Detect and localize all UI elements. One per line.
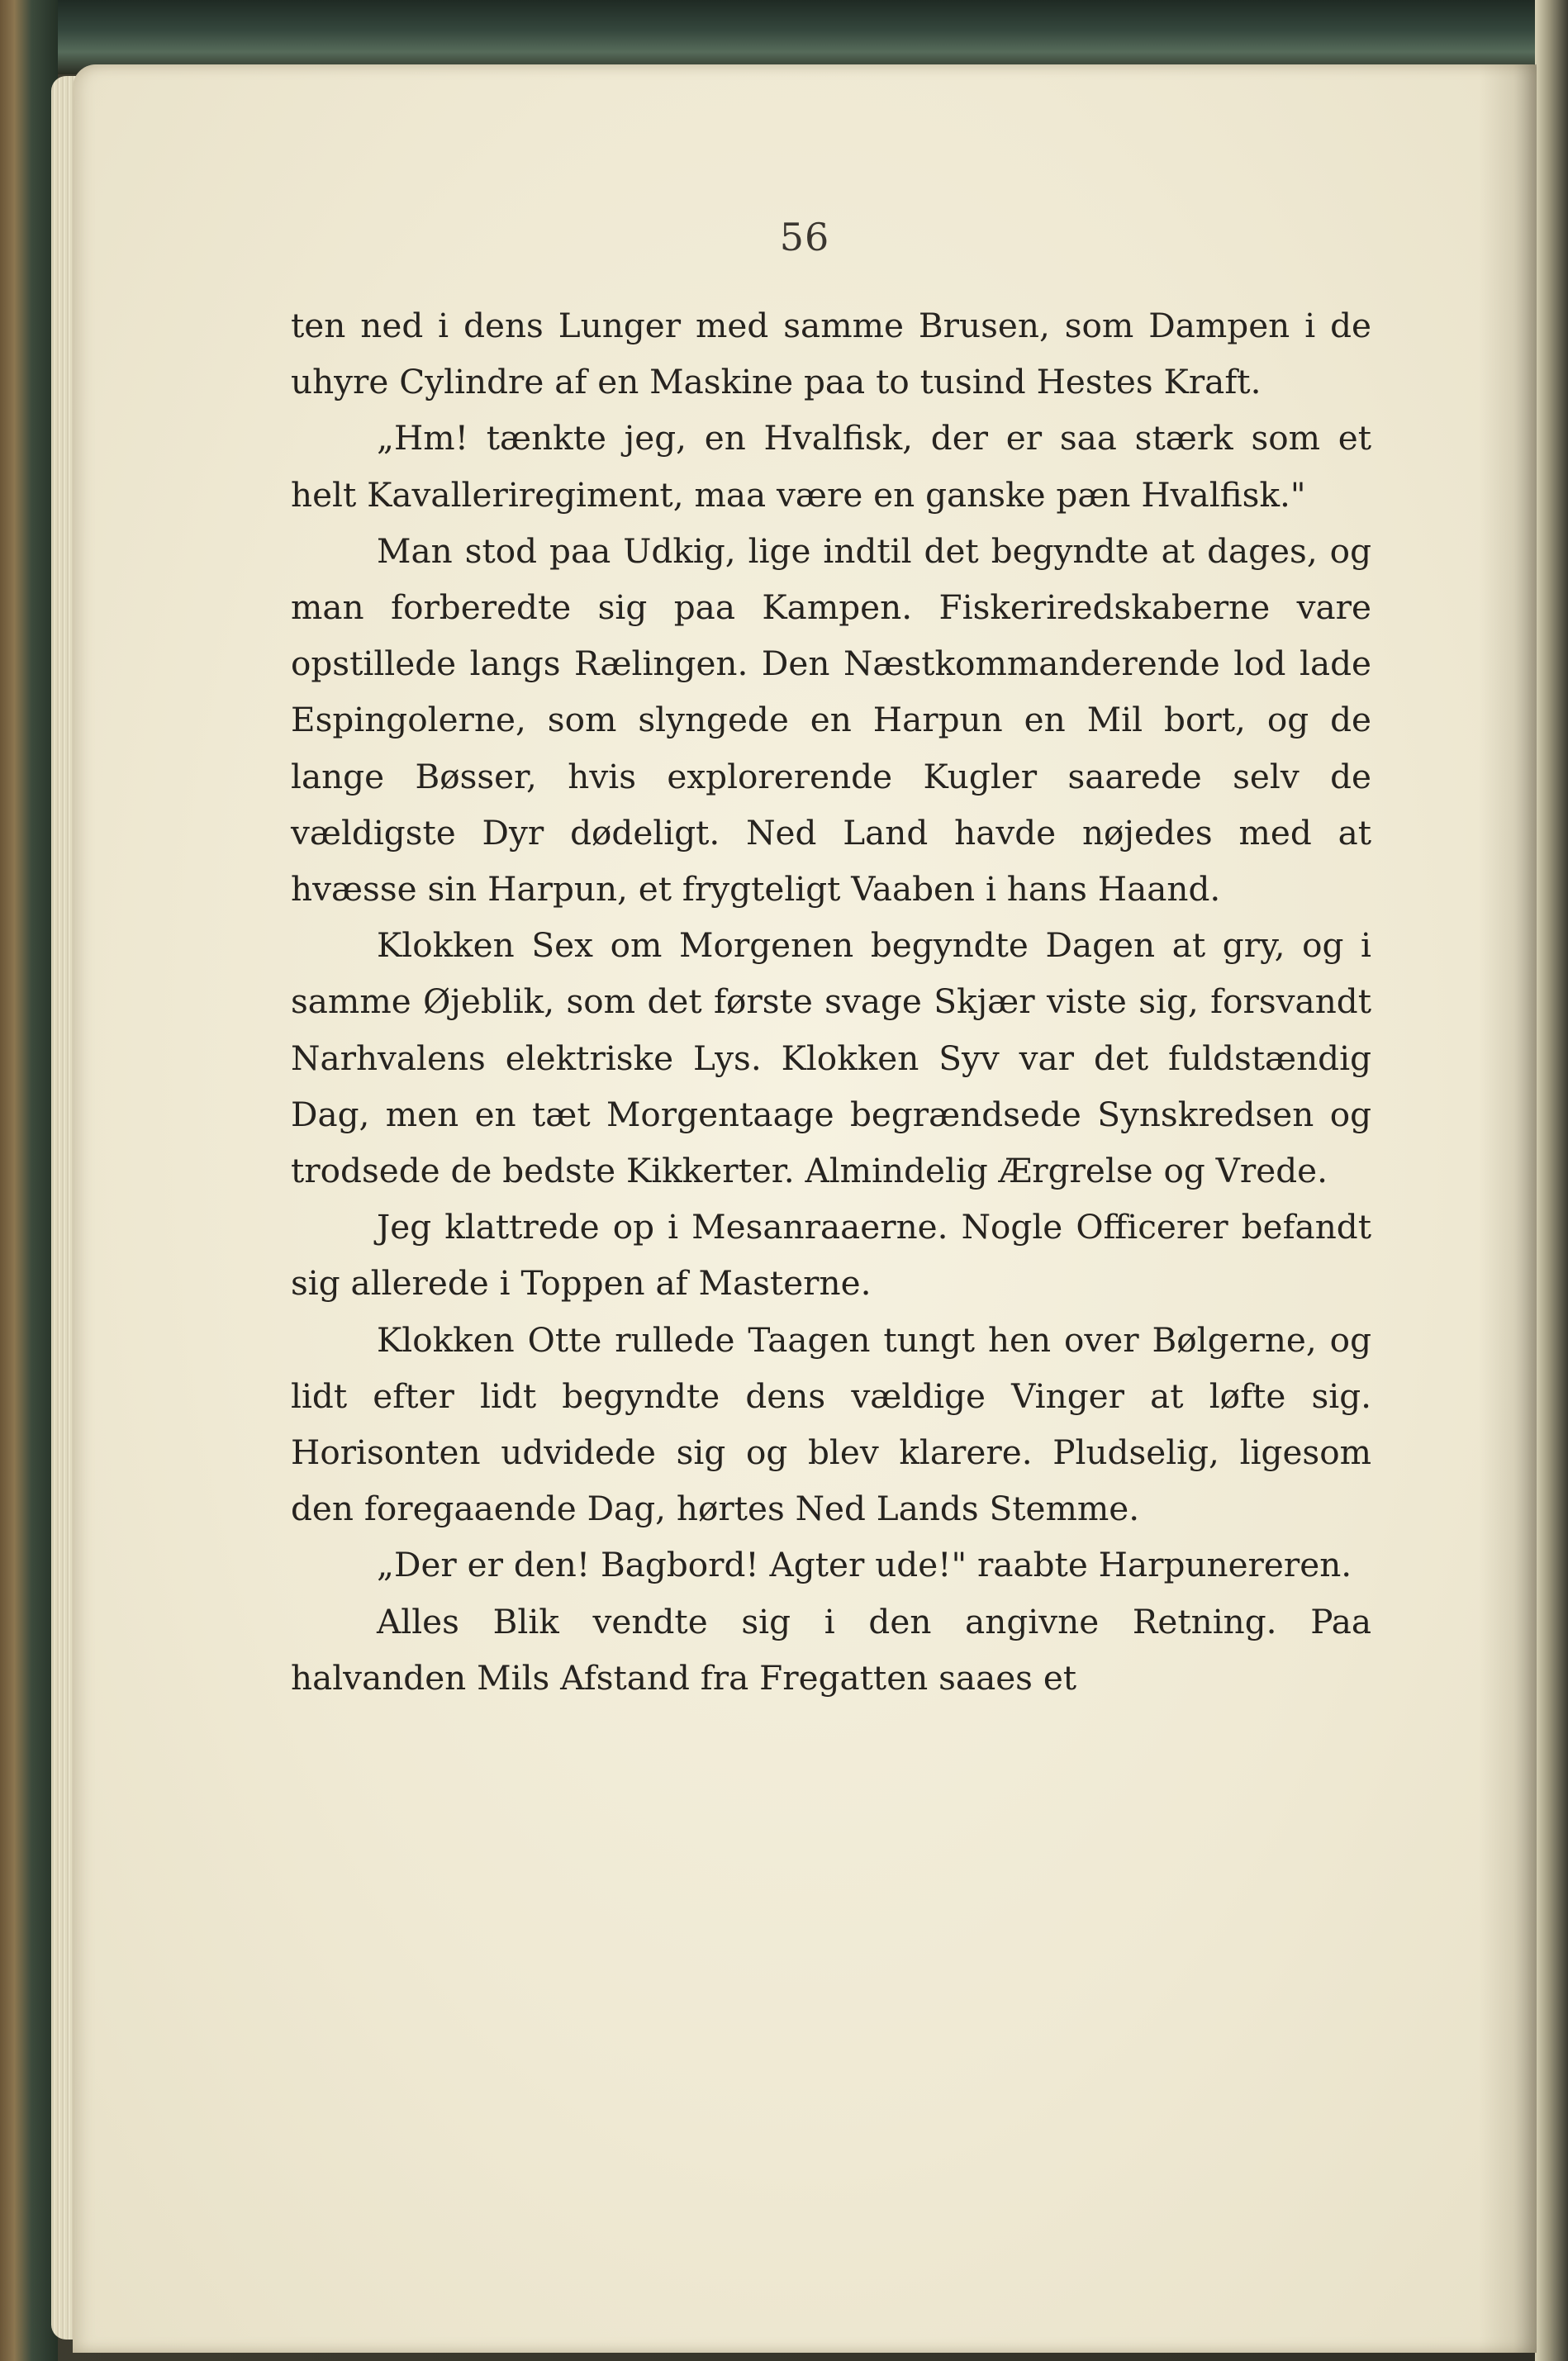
book-cover-edge — [1535, 0, 1568, 2361]
body-text — [291, 297, 1371, 1706]
book-cover-spine — [0, 0, 58, 2361]
paragraph: Jeg klattrede op i Mesanraaerne. Nogle Officerer befandt sig allerede i Toppen af Masterne. — [291, 1207, 1371, 1304]
paragraph: Man stod paa Udkig, lige indtil det begyndte at dages, og man forberedte sig paa Kampen. Fiskeriredskaberne vare opstillede langs Rælingen. Den Næstkommanderende lod lade Espingolerne, som slyngede en Harpun en Mil bort, og de lange Bøsser, hvis explorerende Kugler saarede selv de vældigste Dyr dødeligt. Ned Land havde nøjedes med at hvæsse sin Harpun, et frygteligt Vaaben i hans Haand. — [291, 530, 1371, 910]
paragraph: Alles Blik vendte sig i den angivne Retning. Paa halvanden Mils Afstand fra Fregatten saaes et — [291, 1601, 1371, 1698]
paragraph: „Der er den! Bagbord! Agter ude!" raabte Harpunereren. — [377, 1545, 1352, 1585]
page-number: 56 — [779, 215, 830, 259]
paragraph: ten ned i dens Lunger med samme Brusen, som Dampen i de uhyre Cylindre af en Maskine paa to tusind Hestes Kraft. — [291, 306, 1371, 402]
book-cover-top — [0, 0, 1568, 74]
paragraph: „Hm! tænkte jeg, en Hvalfisk, der er saa stærk som et helt Kavalleriregiment, maa være en ganske pæn Hvalfisk." — [291, 418, 1371, 515]
book-page — [73, 64, 1537, 2353]
paragraph: Klokken Otte rullede Taagen tungt hen over Bølgerne, og lidt efter lidt begyndte dens vældige Vinger at løfte sig. Horisonten udvidede sig og blev klarere. Pludselig, ligesom den foregaaende Dag, hørtes Ned Lands Stemme. — [291, 1319, 1371, 1529]
paragraph: Klokken Sex om Morgenen begyndte Dagen at gry, og i samme Øjeblik, som det første svage Skjær viste sig, forsvandt Narhvalens elektriske Lys. Klokken Syv var det fuldstændig Dag, men en tæt Morgentaage begrændsede Synskredsen og trodsede de bedste Kikkerter. Almindelig Ærgrelse og Vrede. — [291, 925, 1371, 1191]
page-gutter-shadow — [1479, 64, 1537, 2353]
